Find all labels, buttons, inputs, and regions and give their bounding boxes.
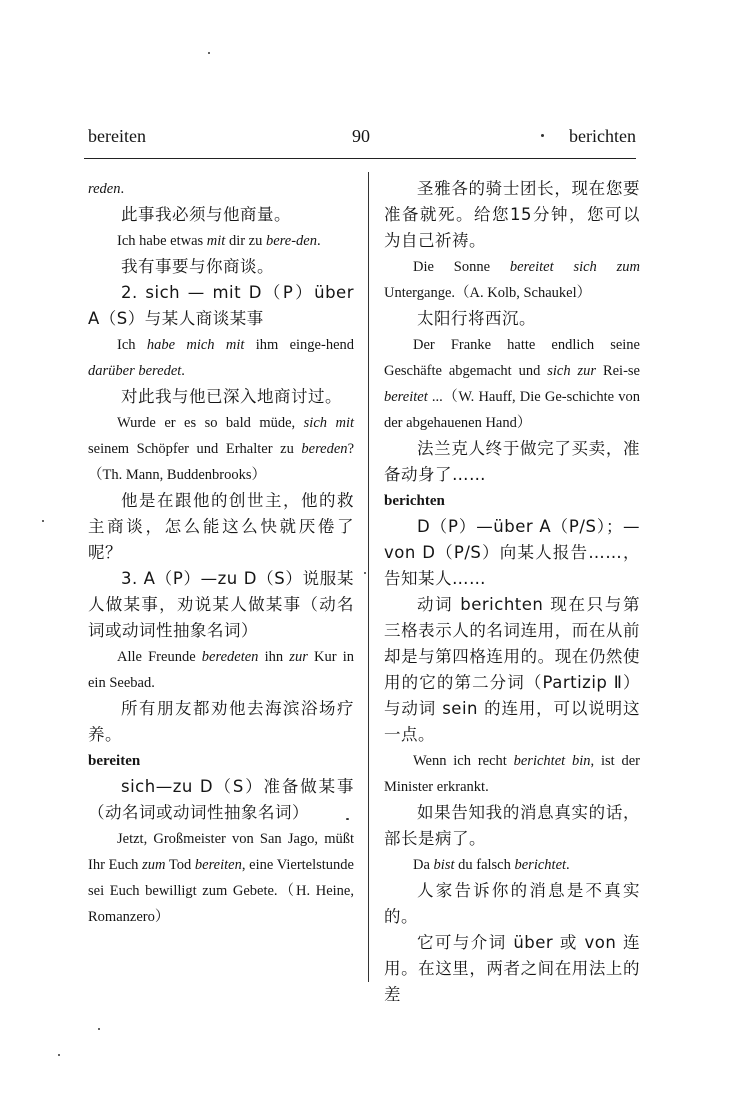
chinese-paragraph: 所有朋友都劝他去海滨浴场疗养。 (88, 699, 354, 744)
german-example: Wurde er es so bald müde, sich mit seinem Schöpfer und Erhalter zu bereden?（Th. Mann, Buddenbrooks） (88, 415, 354, 483)
left-guide-word: bereiten (88, 126, 146, 146)
chinese-paragraph: 人家告诉你的消息是不真实的。 (384, 881, 640, 926)
chinese-paragraph: 如果告知我的消息真实的话，部长是病了。 (384, 803, 640, 848)
german-example: Der Franke hatte endlich seine Geschäfte abgemacht und sich zur Rei-se bereitet ...（W. Hauff, Die Ge-schichte von der abgehauenen Hand） (384, 337, 640, 431)
chinese-paragraph: 它可与介词 über 或 von 连用。在这里，两者之间在用法上的差 (384, 933, 640, 1004)
chinese-paragraph: 动词 berichten 现在只与第三格表示人的名词连用，而在从前却是与第四格连用的。现在仍然使用的它的第二分词（Partizip Ⅱ）与动词 sein 的连用，可以说明这一点。 (384, 595, 640, 744)
right-guide-word: berichten (569, 126, 636, 146)
chinese-paragraph: 3. A（P）—zu D（S）说服某人做某事，劝说某人做某事（动名词或动词性抽象名词） (88, 569, 354, 640)
scan-speck (42, 520, 44, 522)
left-column (88, 176, 354, 930)
german-example: Wenn ich recht berichtet bin, ist der Minister erkrankt. (384, 753, 640, 795)
chinese-paragraph: 法兰克人终于做完了买卖，准备动身了…… (384, 439, 640, 484)
scan-speck (98, 1028, 100, 1030)
page-number: 90 (352, 126, 370, 146)
scan-speck (364, 572, 366, 574)
column-divider (368, 172, 369, 982)
header-rule (84, 158, 636, 159)
chinese-paragraph: 此事我必须与他商量。 (121, 205, 291, 224)
scan-speck (346, 818, 349, 820)
entry-headword: bereiten (88, 753, 141, 769)
chinese-paragraph: 太阳行将西沉。 (417, 309, 536, 328)
german-example: Die Sonne bereitet sich zum Untergange.（A. Kolb, Schaukel） (384, 259, 640, 301)
german-example: Da bist du falsch berichtet. (413, 857, 570, 873)
german-example: Ich habe etwas mit dir zu bere-den. (117, 233, 321, 249)
chinese-paragraph: 对此我与他已深入地商讨过。 (121, 387, 342, 406)
entry-headword: berichten (384, 493, 445, 509)
chinese-paragraph: D（P）—über A（P/S）；—von D（P/S）向某人报告……，告知某人…… (384, 517, 640, 588)
scan-speck (208, 52, 210, 54)
german-example: Ich habe mich mit ihm einge-hend darüber beredet. (88, 337, 354, 379)
running-header (88, 124, 636, 152)
german-example: Alle Freunde beredeten ihn zur Kur in ein Seebad. (88, 649, 354, 691)
chinese-paragraph: 2. sich — mit D（P）über A（S）与某人商谈某事 (88, 283, 354, 328)
right-column (384, 176, 640, 1008)
chinese-paragraph: sich—zu D（S）准备做某事（动名词或动词性抽象名词） (88, 777, 354, 822)
german-example: reden. (88, 181, 125, 197)
chinese-paragraph: 我有事要与你商谈。 (121, 257, 274, 276)
scan-speck (58, 1054, 60, 1056)
german-example: Jetzt, Großmeister von San Jago, müßt Ihr Euch zum Tod bereiten, eine Viertelstunde sei Euch bewilligt zum Gebete.（H. Heine, Romanzero） (88, 831, 354, 925)
scan-speck (541, 134, 544, 137)
chinese-paragraph: 圣雅各的骑士团长，现在您要准备就死。给您15分钟，您可以为自己祈祷。 (384, 179, 640, 250)
chinese-paragraph: 他是在跟他的创世主，他的救主商谈，怎么能这么快就厌倦了呢？ (88, 491, 354, 562)
